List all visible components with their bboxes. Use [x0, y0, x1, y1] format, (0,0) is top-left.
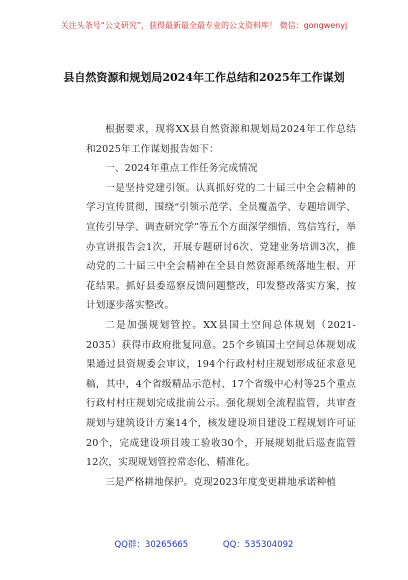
footer-qq-group: QQ群：30265665 — [114, 540, 189, 550]
section-heading: 一、2024年重点工作任务完成情况 — [105, 163, 258, 175]
document-body — [86, 120, 356, 492]
header-banner: 关注头条号“公文研究”，获得最新最全最专业的公文资料库！ 微信：gongwenyj — [60, 21, 348, 30]
paragraph-farmland-protection: 三是严格耕地保护。克现2023年度变更耕地承诺种植 — [105, 476, 337, 488]
paragraph-planning-control: 二是加强规划管控。XX县国土空间总体规划（2021-2035）获得市政府批复同意。25个乡镇国土空间总体规划成果通过县资规委会审议，194个行政村村庄规划形成征求意见稿，其中，4个省级精品示范村、17个省级中心村等25个重点行政村村庄规划完成批前公示。强化规划全流程监管，共审查规划与建筑设计方案14个，核发建设项目建设工程规划许可证20个，完成建设项目竣工验收30个，开展规划批后巡查监管12次，实现规划管控常态化、精准化。 — [86, 319, 356, 469]
paragraph-intro: 根据要求，现将XX县自然资源和规划局2024年工作总结和2025年工作谋划报告如下： — [86, 124, 356, 155]
footer-qq: QQ：535304092 — [222, 540, 294, 550]
document-title: 县自然资源和规划局2024年工作总结和2025年工作谋划 — [63, 71, 345, 84]
footer-contact — [0, 538, 408, 550]
paragraph-party-building: 一是坚持党建引领。认真抓好党的二十届三中全会精神的学习宣传贯彻，围绕“引领示范学、全员覆盖学、专题培训学、宣传引导学、调查研究学”等五个方面深学细悟、笃信笃行，举办宣讲报告会1次，开展专题研讨6次、党建业务培训3次，推动党的二十届三中全会精神在全县自然资源系统落地生根、开花结果。抓好县委巡察反馈问题整改，印发整改落实方案，按计划逐步落实整改。 — [86, 182, 356, 312]
